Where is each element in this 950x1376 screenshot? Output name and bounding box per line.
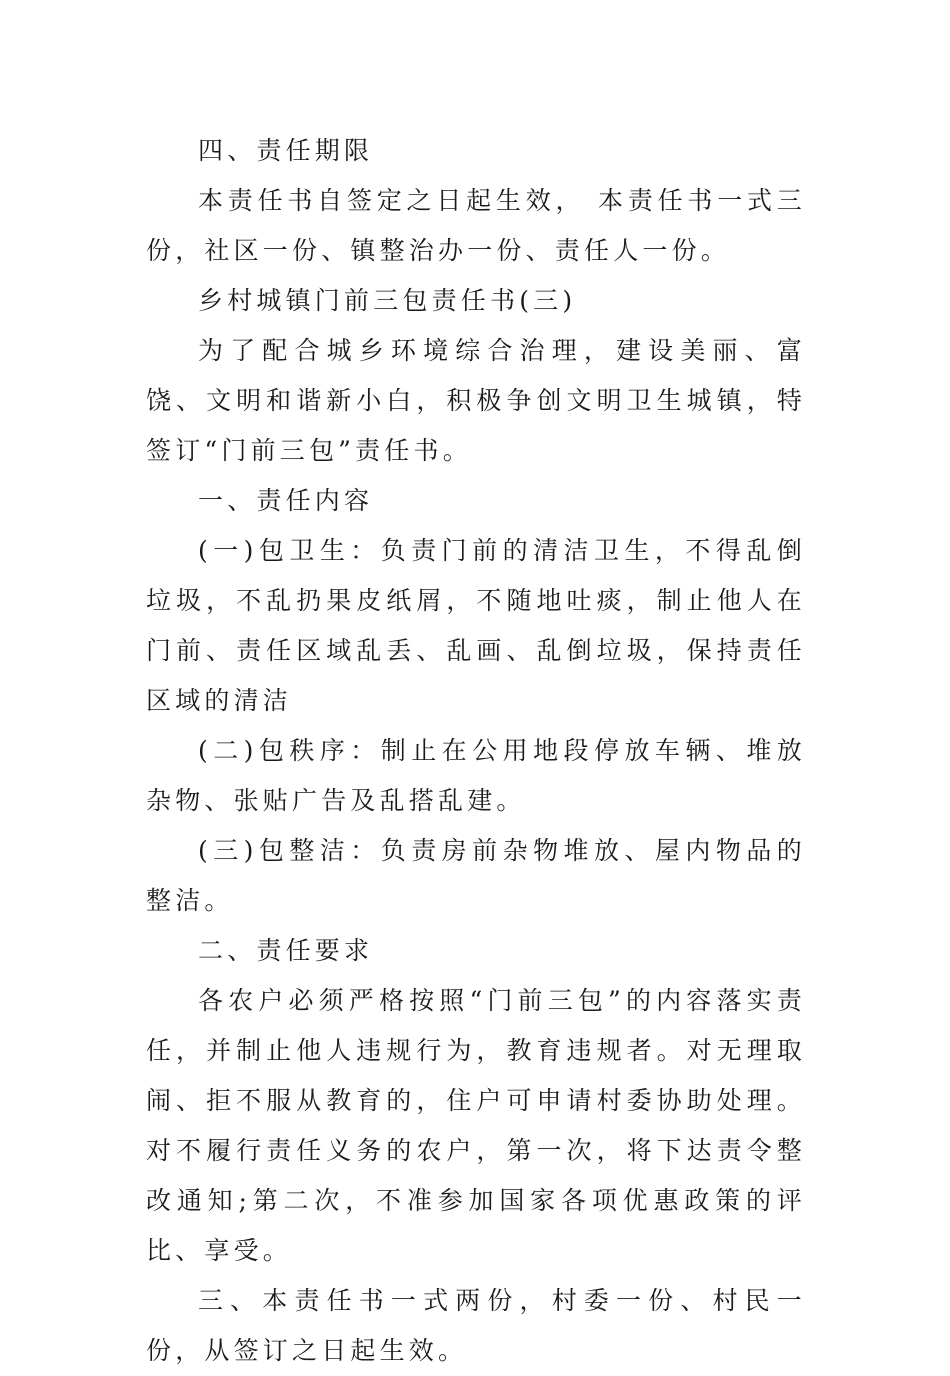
paragraph-purpose: 为了配合城乡环境综合治理，建设美丽、富饶、文明和谐新小白，积极争创文明卫生城镇，特签订“门前三包”责任书。 [146,336,806,465]
section-heading-requirements: 二、责任要求 [198,936,374,965]
paragraph-requirements: 各农户必须严格按照“门前三包”的内容落实责任，并制止他人违规行为，教育违规者。对无理取闹、拒不服从教育的，住户可申请村委协助处理。对不履行责任义务的农户，第一次，将下达责令整改通知;第二次，不准参加国家各项优惠政策的评比、享受。 [146,986,806,1265]
paragraph-order: (二)包秩序：制止在公用地段停放车辆、堆放杂物、张贴广告及乱搭乱建。 [146,736,806,815]
paragraph-tidiness: (三)包整洁：负责房前杂物堆放、屋内物品的整洁。 [146,836,806,915]
paragraph-hygiene: (一)包卫生：负责门前的清洁卫生，不得乱倒垃圾，不乱扔果皮纸屑，不随地吐痰，制止他人在门前、责任区域乱丢、乱画、乱倒垃圾，保持责任区域的清洁 [146,536,806,715]
section-heading-content: 一、责任内容 [198,486,374,515]
section-heading-term: 四、责任期限 [198,136,374,165]
paragraph-effective-date: 本责任书自签定之日起生效， 本责任书一式三份，社区一份、镇整治办一份、责任人一份。 [146,186,806,265]
document-page [146,126,806,1376]
paragraph-copies: 三、本责任书一式两份，村委一份、村民一份，从签订之日起生效。 [146,1286,806,1365]
document-subtitle: 乡村城镇门前三包责任书(三) [198,286,577,315]
